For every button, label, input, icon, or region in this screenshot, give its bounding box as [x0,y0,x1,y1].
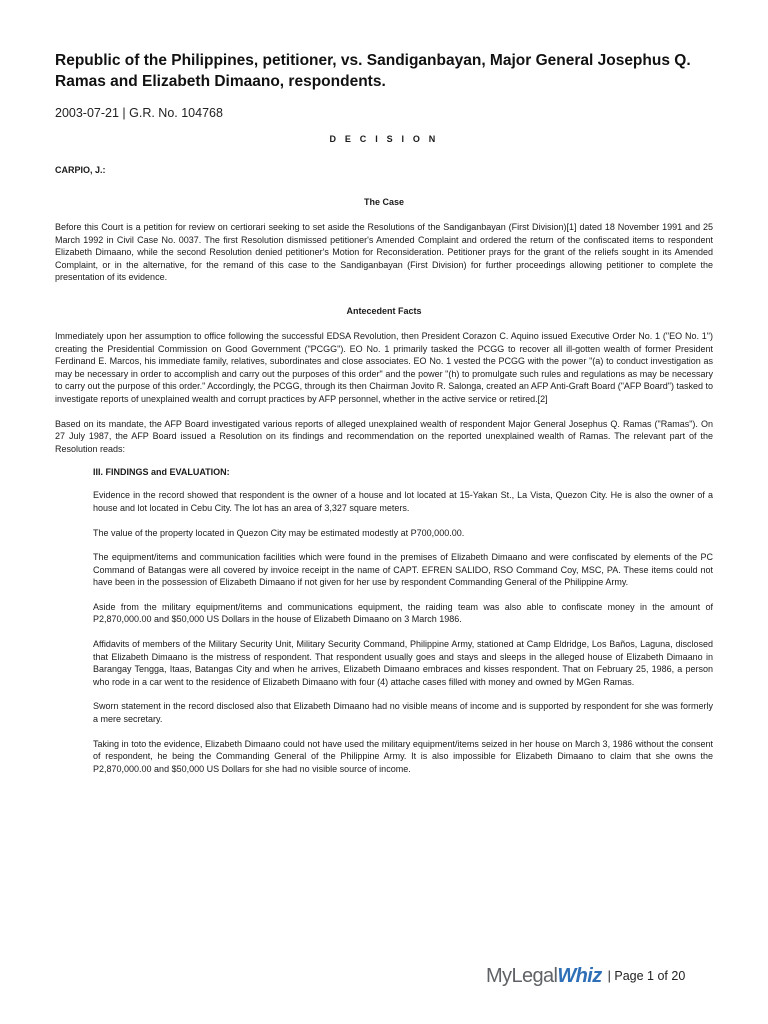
case-date-and-number: 2003-07-21 | G.R. No. 104768 [55,106,223,120]
section-heading-antecedent-facts: Antecedent Facts [346,305,422,316]
logo-text-whiz: Whiz [557,964,602,987]
paragraph-facts-1: Immediately upon her assumption to office following the successful EDSA Revolution, then President Corazon C. Aquino issued Executive Order No. 1 ("EO No. 1") creating the Presidential Commission on Good Government ("PCGG"). EO No. 1 primarily tasked the PCGG to recover all ill-gotten wealth of former President Ferdinand E. Marcos, his immediate family, relatives, subordinates and close associates. EO No. 1 vested the PCGG with the power "(a) to conduct investigation as may be necessary in order to accomplish and carry out the purposes of this order" and the power "(h) to promulgate such rules and regulations as may be necessary to carry out the purpose of this order." Accordingly, the PCGG, through its then Chairman Jovito R. Salonga, created an AFP Anti-Graft Board ("AFP Board") tasked to investigate reports of unexplained wealth and corrupt practices by AFP personnel, whether in the active service or retired.[2] [55,330,713,404]
logo-text-mylegal: MyLegal [486,964,558,987]
quote-paragraph: The value of the property located in Quezon City may be estimated modestly at P700,000.00. [93,527,465,538]
page-footer [486,962,685,990]
paragraph-facts-2: Based on its mandate, the AFP Board investigated various reports of alleged unexplained wealth of respondent Major General Josephus Q. Ramas ("Ramas"). On 27 July 1987, the AFP Board issued a Resolution on its findings and recommendation on the reported unexplained wealth of Ramas. The relevant part of the Resolution reads: [55,418,713,454]
mylegalwhiz-logo [486,965,602,988]
case-title: Republic of the Philippines, petitioner, vs. Sandiganbayan, Major General Josephus Q. Ramas and Elizabeth Dimaano, respondents. [55,52,691,90]
decision-label: D E C I S I O N [329,134,439,144]
paragraph-the-case: Before this Court is a petition for review on certiorari seeking to set aside the Resolutions of the Sandiganbayan (First Division)[1] dated 18 November 1991 and 25 March 1992 in Civil Case No. 0037. The first Resolution dismissed petitioner's Amended Complaint and ordered the return of the confiscated items to respondent Elizabeth Dimaano, while the second Resolution denied petitioner's Motion for Reconsideration. Petitioner prays for the grant of the reliefs sought in its Amended Complaint, or in the alternative, for the remand of this case to the Sandiganbayan (First Division) for further proceedings allowing petitioner to complete the presentation of its evidence. [55,222,713,283]
quote-heading-findings: III. FINDINGS and EVALUATION: [93,467,230,478]
document-page [55,50,713,775]
quote-paragraph: Sworn statement in the record disclosed also that Elizabeth Dimaano had no visible means of income and is supported by respondent for she was formerly a mere secretary. [93,701,713,725]
quote-paragraph: Evidence in the record showed that respondent is the owner of a house and lot located at 15-Yakan St., La Vista, Quezon City. He is also the owner of a house and lot located in Cebu City. The lot has an area of 3,327 square meters. [93,490,713,513]
section-heading-the-case: The Case [363,197,405,207]
quote-paragraph: The equipment/items and communication facilities which were found in the premises of Elizabeth Dimaano and were confiscated by elements of the PC Command of Batangas were all covered by invoice receipt in the name of CAPT. EFREN SALIDO, RSO Command Coy, MSC, PA. These items could not have been in the possession of Elizabeth Dimaano if not given for her use by respondent Commanding General of the Philippine Army. [93,552,713,588]
quote-paragraph: Aside from the military equipment/items and communications equipment, the raiding team was also able to confiscate money in the amount of P2,870,000.00 and $50,000 US Dollars in the house of Elizabeth Dimaano on 3 March 1986. [93,601,713,625]
quote-paragraph: Affidavits of members of the Military Security Unit, Military Security Command, Philippine Army, stationed at Camp Eldridge, Los Baños, Laguna, disclosed that Elizabeth Dimaano is the mistress of respondent. That respondent usually goes and stays and sleeps in the alleged house of Elizabeth Dimaano in Barangay Tengga, Itaas, Batangas City and when he arrives, Elizabeth Dimaano embraces and kisses respondent. That on February 25, 1986, a person who rode in a car went to the residence of Elizabeth Dimaano with four (4) attache cases filled with money and owned by MGen Ramas. [93,639,713,687]
page-number: | Page 1 of 20 [607,969,686,983]
quote-paragraph: Taking in toto the evidence, Elizabeth Dimaano could not have used the military equipment/items seized in her house on March 3, 1986 without the consent of respondent, he being the Commanding General of the Philippine Army. It is also impossible for Elizabeth Dimaano to claim that she owns the P2,870,000.00 and $50,000 US Dollars for she had no visible source of income. [93,738,713,774]
ponente: CARPIO, J.: [55,165,106,175]
